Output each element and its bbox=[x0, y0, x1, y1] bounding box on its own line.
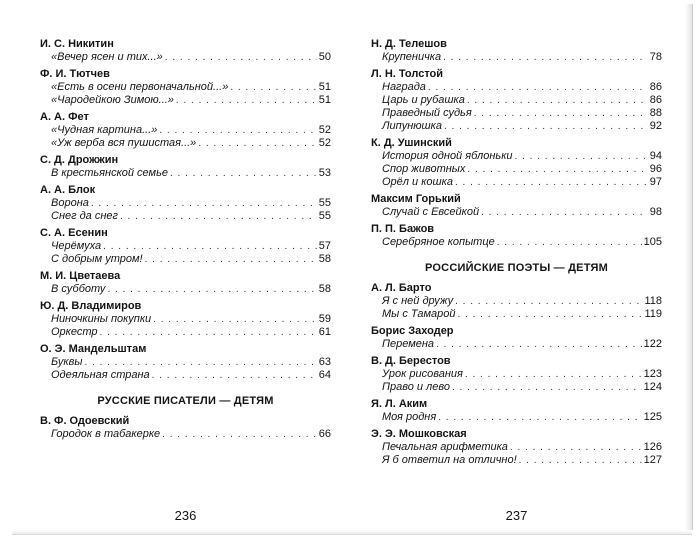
dot-leader bbox=[465, 368, 642, 381]
work-title: Ворона bbox=[51, 197, 89, 209]
dot-leader bbox=[481, 206, 648, 219]
dot-leader bbox=[107, 283, 316, 296]
dot-leader bbox=[145, 253, 317, 266]
work-title: Праведный судья bbox=[382, 107, 472, 119]
author-name: М. И. Цветаева bbox=[40, 270, 121, 282]
dot-leader bbox=[474, 107, 648, 120]
toc-entry bbox=[40, 197, 331, 210]
author-name: С. А. Есенин bbox=[40, 227, 108, 239]
work-title: В крестьянской семье bbox=[51, 167, 168, 179]
page-left bbox=[40, 34, 331, 523]
book-page-edge bbox=[685, 4, 693, 530]
toc-entry bbox=[40, 51, 331, 64]
dot-leader bbox=[165, 51, 317, 64]
dot-leader bbox=[103, 240, 317, 253]
work-title: Печальная арифметика bbox=[382, 441, 508, 453]
dot-leader bbox=[230, 81, 316, 94]
toc-left bbox=[40, 34, 331, 502]
toc-entry bbox=[371, 163, 662, 176]
author-name: В. Ф. Одоевский bbox=[40, 415, 130, 427]
work-title: Урок рисования bbox=[382, 368, 463, 380]
author-name: К. Д. Ушинский bbox=[371, 137, 452, 149]
dot-leader bbox=[100, 326, 317, 339]
work-page-number: 55 bbox=[318, 197, 331, 209]
author-name: Н. Д. Телешов bbox=[371, 38, 447, 50]
work-page-number: 78 bbox=[649, 51, 662, 63]
work-title: «Чудная картина...» bbox=[51, 124, 158, 136]
author-name: И. С. Никитин bbox=[40, 38, 114, 50]
work-page-number: 58 bbox=[318, 253, 331, 265]
toc-entry bbox=[40, 81, 331, 94]
work-page-number: 55 bbox=[318, 210, 331, 222]
work-page-number: 52 bbox=[318, 124, 331, 136]
author-name: О. Э. Мандельштам bbox=[40, 343, 147, 355]
dot-leader bbox=[452, 381, 642, 394]
author-name: Л. Н. Толстой bbox=[371, 68, 444, 80]
toc-entry bbox=[40, 283, 331, 296]
work-title: Моя родня bbox=[382, 411, 437, 423]
dot-leader bbox=[436, 338, 642, 351]
dot-leader bbox=[457, 308, 642, 321]
work-page-number: 86 bbox=[649, 94, 662, 106]
work-page-number: 124 bbox=[643, 381, 662, 393]
toc-entry bbox=[40, 369, 331, 382]
dot-leader bbox=[467, 163, 647, 176]
author-name: Я. Л. Аким bbox=[371, 398, 428, 410]
work-title: Одеяльная страна bbox=[51, 369, 150, 381]
work-page-number: 58 bbox=[318, 283, 331, 295]
work-page-number: 53 bbox=[318, 167, 331, 179]
work-title: С добрым утром! bbox=[51, 253, 143, 265]
work-page-number: 126 bbox=[643, 441, 662, 453]
book-spread bbox=[40, 34, 662, 523]
book-bottom-edge bbox=[12, 530, 692, 535]
folio-left: 236 bbox=[174, 508, 197, 523]
author-name: П. П. Бажов bbox=[371, 223, 435, 235]
work-title: «Вечер ясен и тих...» bbox=[51, 51, 163, 63]
work-title: Городок в табакерке bbox=[51, 428, 161, 440]
toc-entry bbox=[40, 326, 331, 339]
work-title: Снег да снег bbox=[51, 210, 118, 222]
work-page-number: 97 bbox=[649, 176, 662, 188]
work-title: «Уж верба вся пушистая...» bbox=[51, 137, 197, 149]
dot-leader bbox=[198, 137, 316, 150]
work-page-number: 64 bbox=[318, 369, 331, 381]
toc-entry bbox=[40, 428, 331, 441]
work-title: «Чародейкою Зимою...» bbox=[51, 94, 174, 106]
work-page-number: 123 bbox=[643, 368, 662, 380]
dot-leader bbox=[162, 428, 317, 441]
toc-entry bbox=[371, 338, 662, 351]
author-name: А. Л. Барто bbox=[371, 282, 432, 294]
dot-leader bbox=[91, 197, 317, 210]
work-page-number: 92 bbox=[649, 120, 662, 132]
work-title: Награда bbox=[382, 81, 426, 93]
author-name: Максим Горький bbox=[371, 193, 461, 205]
toc-entry bbox=[371, 295, 662, 308]
dot-leader bbox=[467, 94, 648, 107]
work-title: Оркестр bbox=[51, 326, 98, 338]
work-title: «Есть в осени первоначальной...» bbox=[51, 81, 229, 93]
toc-entry bbox=[40, 356, 331, 369]
dot-leader bbox=[455, 295, 642, 308]
toc-entry bbox=[371, 94, 662, 107]
toc-entry bbox=[40, 210, 331, 223]
dot-leader bbox=[444, 120, 648, 133]
dot-leader bbox=[510, 441, 642, 454]
dot-leader bbox=[153, 313, 317, 326]
toc-entry bbox=[371, 81, 662, 94]
work-title: Я с ней дружу bbox=[382, 295, 454, 307]
toc-entry bbox=[371, 206, 662, 219]
work-page-number: 125 bbox=[643, 411, 662, 423]
author-name: Борис Заходер bbox=[371, 325, 454, 337]
toc-entry bbox=[371, 51, 662, 64]
toc-entry bbox=[371, 381, 662, 394]
page-right bbox=[371, 34, 662, 523]
toc-entry bbox=[40, 124, 331, 137]
work-title: Орёл и кошка bbox=[382, 176, 453, 188]
dot-leader bbox=[515, 150, 648, 163]
toc-entry bbox=[371, 176, 662, 189]
dot-leader bbox=[428, 81, 648, 94]
work-title: Случай с Евсейкой bbox=[382, 206, 480, 218]
toc-entry bbox=[371, 120, 662, 133]
work-page-number: 86 bbox=[649, 81, 662, 93]
work-title: Крупеничка bbox=[382, 51, 442, 63]
dot-leader bbox=[455, 176, 648, 189]
work-title: Право и лево bbox=[382, 381, 450, 393]
work-page-number: 118 bbox=[644, 295, 662, 307]
work-title: Царь и рубашка bbox=[382, 94, 465, 106]
dot-leader bbox=[170, 167, 317, 180]
work-page-number: 57 bbox=[318, 240, 331, 252]
dot-leader bbox=[176, 94, 317, 107]
author-name: Ф. И. Тютчев bbox=[40, 68, 110, 80]
work-page-number: 127 bbox=[643, 454, 662, 466]
toc-entry bbox=[371, 368, 662, 381]
work-page-number: 98 bbox=[649, 206, 662, 218]
dot-leader bbox=[120, 210, 317, 223]
work-title: Серебряное копытце bbox=[382, 236, 495, 248]
toc-entry bbox=[40, 167, 331, 180]
toc-entry bbox=[371, 454, 662, 467]
work-title: История одной яблоньки bbox=[382, 150, 513, 162]
author-name: А. А. Фет bbox=[40, 111, 89, 123]
work-title: Мы с Тамарой bbox=[382, 308, 456, 320]
dot-leader bbox=[152, 369, 317, 382]
dot-leader bbox=[438, 411, 641, 424]
work-page-number: 63 bbox=[318, 356, 331, 368]
toc-entry bbox=[371, 308, 662, 321]
dot-leader bbox=[159, 124, 316, 137]
section-heading: РУССКИЕ ПИСАТЕЛИ — ДЕТЯМ bbox=[97, 395, 274, 407]
work-page-number: 88 bbox=[649, 107, 662, 119]
toc-entry bbox=[371, 411, 662, 424]
work-page-number: 51 bbox=[318, 94, 331, 106]
work-page-number: 61 bbox=[318, 326, 331, 338]
dot-leader bbox=[84, 356, 316, 369]
work-page-number: 122 bbox=[643, 338, 662, 350]
work-page-number: 50 bbox=[318, 51, 331, 63]
section-heading: РОССИЙСКИЕ ПОЭТЫ — ДЕТЯМ bbox=[425, 262, 608, 274]
work-page-number: 59 bbox=[318, 313, 331, 325]
author-name: В. Д. Берестов bbox=[371, 355, 451, 367]
author-name: А. А. Блок bbox=[40, 184, 96, 196]
work-page-number: 105 bbox=[643, 236, 662, 248]
work-title: Перемена bbox=[382, 338, 435, 350]
work-title: Буквы bbox=[51, 356, 83, 368]
work-title: Я б ответил на отлично! bbox=[382, 454, 517, 466]
dot-leader bbox=[519, 454, 642, 467]
work-page-number: 66 bbox=[318, 428, 331, 440]
toc-entry bbox=[371, 150, 662, 163]
work-title: Спор животных bbox=[382, 163, 466, 175]
work-title: Ниночкины покупки bbox=[51, 313, 152, 325]
dot-leader bbox=[443, 51, 648, 64]
folio-right: 237 bbox=[505, 508, 528, 523]
work-title: Липунюшка bbox=[382, 120, 442, 132]
toc-entry bbox=[40, 253, 331, 266]
toc-entry bbox=[40, 137, 331, 150]
toc-entry bbox=[40, 240, 331, 253]
toc-entry bbox=[40, 313, 331, 326]
toc-entry bbox=[371, 441, 662, 454]
work-page-number: 94 bbox=[649, 150, 662, 162]
author-name: Ю. Д. Владимиров bbox=[40, 300, 142, 312]
toc-entry bbox=[371, 236, 662, 249]
toc-entry bbox=[40, 94, 331, 107]
toc-right bbox=[371, 34, 662, 502]
dot-leader bbox=[497, 236, 642, 249]
toc-entry bbox=[371, 107, 662, 120]
author-name: С. Д. Дрожжин bbox=[40, 154, 119, 166]
work-page-number: 51 bbox=[318, 81, 331, 93]
author-name: Э. Э. Мошковская bbox=[371, 428, 467, 440]
work-page-number: 119 bbox=[644, 308, 662, 320]
work-title: Черёмуха bbox=[51, 240, 102, 252]
work-title: В субботу bbox=[51, 283, 106, 295]
work-page-number: 96 bbox=[649, 163, 662, 175]
work-page-number: 52 bbox=[318, 137, 331, 149]
